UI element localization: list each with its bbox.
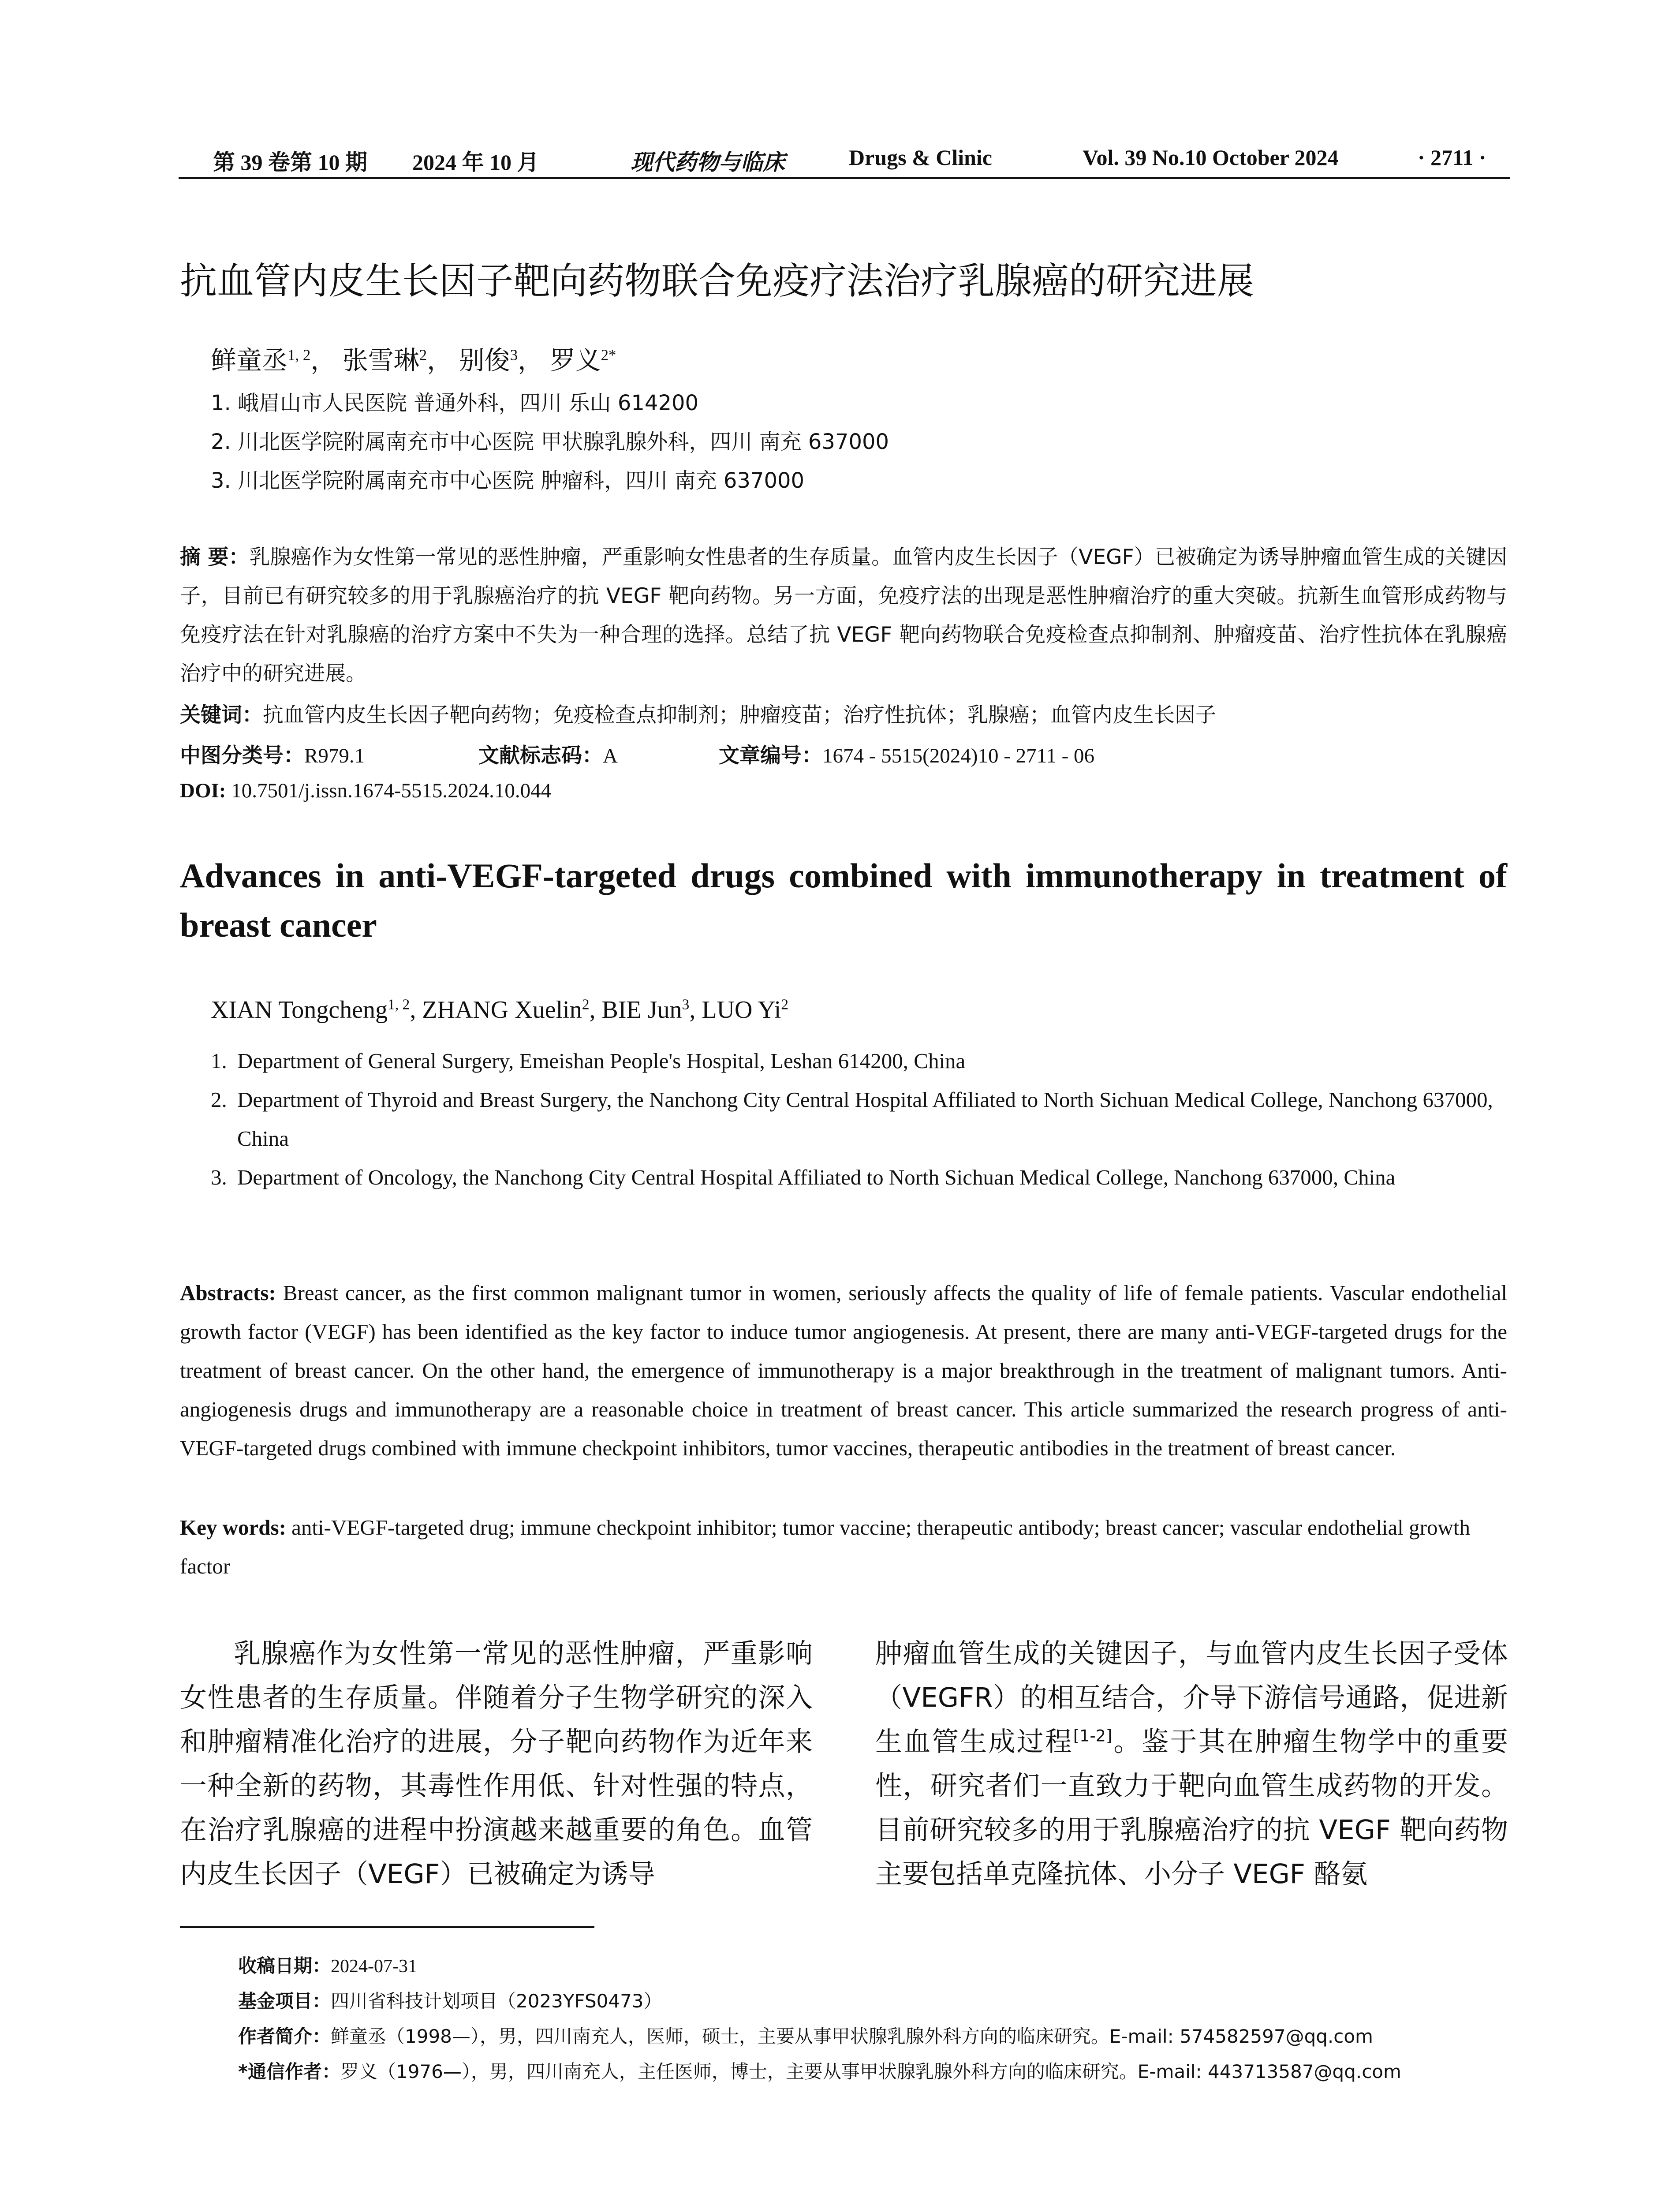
english-affiliation: [211, 1080, 1509, 1158]
author-affiliation-mark: 2*: [601, 346, 616, 364]
author-affiliation-mark: 2: [419, 346, 427, 364]
header-journal-zh: 现代药物与临床: [631, 149, 785, 175]
footnote-label: 收稿日期：: [238, 1955, 331, 1977]
author-affiliation-mark: 3: [682, 996, 690, 1013]
footnote-label: *通信作者：: [238, 2061, 340, 2082]
article-number-value: 1674 - 5515(2024)10 - 2711 - 06: [822, 744, 1095, 767]
footnote-author-bio: [238, 2022, 1373, 2048]
header-page-number: · 2711 ·: [1418, 145, 1486, 170]
chinese-authors: [211, 340, 616, 377]
english-authors: [211, 996, 788, 1024]
affiliation-text: Department of Thyroid and Breast Surgery, the Nanchong City Central Hospital Affiliated to North Sichuan Medical College, Nanchong 637000, China: [237, 1088, 1493, 1151]
chinese-affiliation: 2. 川北医学院附属南充市中心医院 甲状腺乳腺外科，四川 南充 637000: [211, 430, 889, 454]
footnote-received-date: [238, 1951, 417, 1978]
author-affiliation-mark: 2: [781, 996, 789, 1013]
author-name: 别俊: [459, 346, 510, 375]
footnote-rule: [180, 1926, 594, 1928]
footnote-text: 鲜童丞（1998—），男，四川南充人，医师，硕士，主要从事甲状腺乳腺外科方向的临床研究。E-mail: 574582597@qq.com: [331, 2026, 1373, 2047]
english-keywords: [180, 1508, 1507, 1586]
footnote-label: 作者简介：: [238, 2026, 331, 2047]
doi-value[interactable]: 10.7501/j.issn.1674-5515.2024.10.044: [231, 779, 552, 802]
body-text: 肿瘤血管生成的关键因子，与血管内皮生长因子受体（VEGFR）的相互结合，介导下游信号通路，促进新生血管生成过程: [875, 1638, 1508, 1757]
abstract-label: 摘 要：: [180, 545, 250, 569]
body-column-right: [875, 1632, 1508, 1896]
header-journal-en: Drugs & Clinic: [849, 145, 992, 170]
english-affiliation: [211, 1158, 1509, 1197]
body-column-left: 乳腺癌作为女性第一常见的恶性肿瘤，严重影响女性患者的生存质量。伴随着分子生物学研究的深入和肿瘤精准化治疗的进展，分子靶向药物作为近年来一种全新的药物，其毒性作用低、针对性强的特点，在治疗乳腺癌的进程中扮演越来越重要的角色。血管内皮生长因子（VEGF）已被确定为诱导: [180, 1638, 813, 1890]
keywords-text: 抗血管内皮生长因子靶向药物；免疫检查点抑制剂；肿瘤疫苗；治疗性抗体；乳腺癌；血管内皮生长因子: [263, 703, 1216, 727]
author-name: XIAN Tongcheng: [211, 996, 388, 1024]
document-code: [478, 739, 618, 769]
chinese-affiliation: 3. 川北医学院附属南充市中心医院 肿瘤科，四川 南充 637000: [211, 468, 805, 493]
footnote-funding: [238, 1987, 662, 2013]
english-abstract: [180, 1274, 1507, 1468]
author-separator: ，: [518, 346, 544, 375]
chinese-title: 抗血管内皮生长因子靶向药物联合免疫疗法治疗乳腺癌的研究进展: [180, 259, 1254, 303]
affiliation-number: 1.: [211, 1049, 227, 1073]
keywords-text: anti-VEGF-targeted drug; immune checkpoint inhibitor; tumor vaccine; therapeutic antibody; breast cancer; vascular endothelial growth factor: [180, 1515, 1470, 1578]
header-issue-zh: 第 39 卷第 10 期: [213, 150, 367, 175]
author-affiliation-mark: 1, 2: [387, 996, 410, 1013]
citation-reference[interactable]: [1-2]: [1073, 1726, 1113, 1745]
affiliation-number: 3.: [211, 1165, 227, 1189]
classification-value: R979.1: [304, 744, 365, 767]
doi: [180, 779, 551, 803]
footnote-corresponding-author: [238, 2057, 1401, 2084]
footnote-text: 四川省科技计划项目（2023YFS0473）: [331, 1990, 662, 2012]
chinese-keywords: [180, 699, 1507, 728]
doi-label: DOI:: [180, 779, 226, 802]
author-name: LUO Yi: [702, 996, 781, 1024]
author-separator: ，: [310, 346, 336, 375]
author-name: 罗义: [549, 346, 601, 375]
author-separator: ,: [689, 996, 702, 1024]
classification-number: [180, 739, 365, 769]
author-separator: ，: [427, 346, 453, 375]
running-header: [179, 141, 1510, 176]
keywords-label: 关键词：: [180, 703, 263, 727]
article-number-label: 文章编号：: [719, 744, 822, 768]
english-affiliation: [211, 1042, 1509, 1080]
author-affiliation-mark: 2: [582, 996, 590, 1013]
document-code-value: A: [603, 744, 618, 767]
classification-label: 中图分类号：: [180, 744, 304, 768]
chinese-abstract: [180, 538, 1507, 693]
author-name: 鲜童丞: [211, 346, 288, 375]
article-number: [719, 739, 1094, 769]
body-text: 。鉴于其在肿瘤生物学中的重要性，研究者们一直致力于靶向血管生成药物的开发。目前研究较多的用于乳腺癌治疗的抗 VEGF 靶向药物主要包括单克隆抗体、小分子 VEGF 酪氨: [875, 1726, 1508, 1890]
affiliation-text: Department of Oncology, the Nanchong City Central Hospital Affiliated to North Sichuan Medical College, Nanchong 637000, China: [237, 1165, 1396, 1189]
author-separator: ,: [410, 996, 422, 1024]
chinese-affiliation: 1. 峨眉山市人民医院 普通外科，四川 乐山 614200: [211, 391, 699, 415]
header-issue-en: Vol. 39 No.10 October 2024: [1083, 145, 1339, 170]
footnote-label: 基金项目：: [238, 1990, 331, 2012]
author-separator: ,: [589, 996, 602, 1024]
footnote-text: 罗义（1976—），男，四川南充人，主任医师，博士，主要从事甲状腺乳腺外科方向的临床研究。E-mail: 443713587@qq.com: [340, 2061, 1401, 2082]
author-affiliation-mark: 1, 2: [287, 346, 311, 364]
affiliation-text: Department of General Surgery, Emeishan People's Hospital, Leshan 614200, China: [237, 1049, 966, 1073]
abstract-text: 乳腺癌作为女性第一常见的恶性肿瘤，严重影响女性患者的生存质量。血管内皮生长因子（VEGF）已被确定为诱导肿瘤血管生成的关键因子，目前已有研究较多的用于乳腺癌治疗的抗 VEGF 靶向药物。另一方面，免疫疗法的出现是恶性肿瘤治疗的重大突破。抗新生血管形成药物与免疫疗法在针对乳腺癌的治疗方案中不失为一种合理的选择。总结了抗 VEGF 靶向药物联合免疫检查点抑制剂、肿瘤疫苗、治疗性抗体在乳腺癌治疗中的研究进展。: [180, 545, 1507, 686]
header-date-zh: 2024 年 10 月: [412, 150, 539, 175]
author-name: 张雪琳: [342, 346, 419, 375]
document-code-label: 文献标志码：: [478, 744, 603, 768]
footnote-text: 2024-07-31: [331, 1956, 417, 1977]
header-rule: [179, 177, 1510, 179]
abstract-text: Breast cancer, as the first common malignant tumor in women, seriously affects the quality of life of female patients. Vascular endothelial growth factor (VEGF) has been identified as the key factor to induce tumor angiogenesis. At present, there are many anti-VEGF-targeted drugs for the treatment of breast cancer. On the other hand, the emergence of immunotherapy is a major breakthrough in the treatment of malignant tumors. Anti-angiogenesis drugs and immunotherapy are a reasonable choice in treatment of breast cancer. This article summarized the research progress of anti-VEGF-targeted drugs combined with immune checkpoint inhibitors, tumor vaccines, therapeutic antibodies in the treatment of breast cancer.: [180, 1281, 1508, 1460]
author-affiliation-mark: 3: [510, 346, 518, 364]
author-name: ZHANG Xuelin: [422, 996, 582, 1024]
abstract-label: Abstracts:: [180, 1281, 276, 1305]
keywords-label: Key words:: [180, 1515, 286, 1540]
affiliation-number: 2.: [211, 1088, 227, 1112]
author-name: BIE Jun: [601, 996, 682, 1024]
english-title: Advances in anti-VEGF-targeted drugs combined with immunotherapy in treatment of breast cancer: [180, 856, 1507, 944]
